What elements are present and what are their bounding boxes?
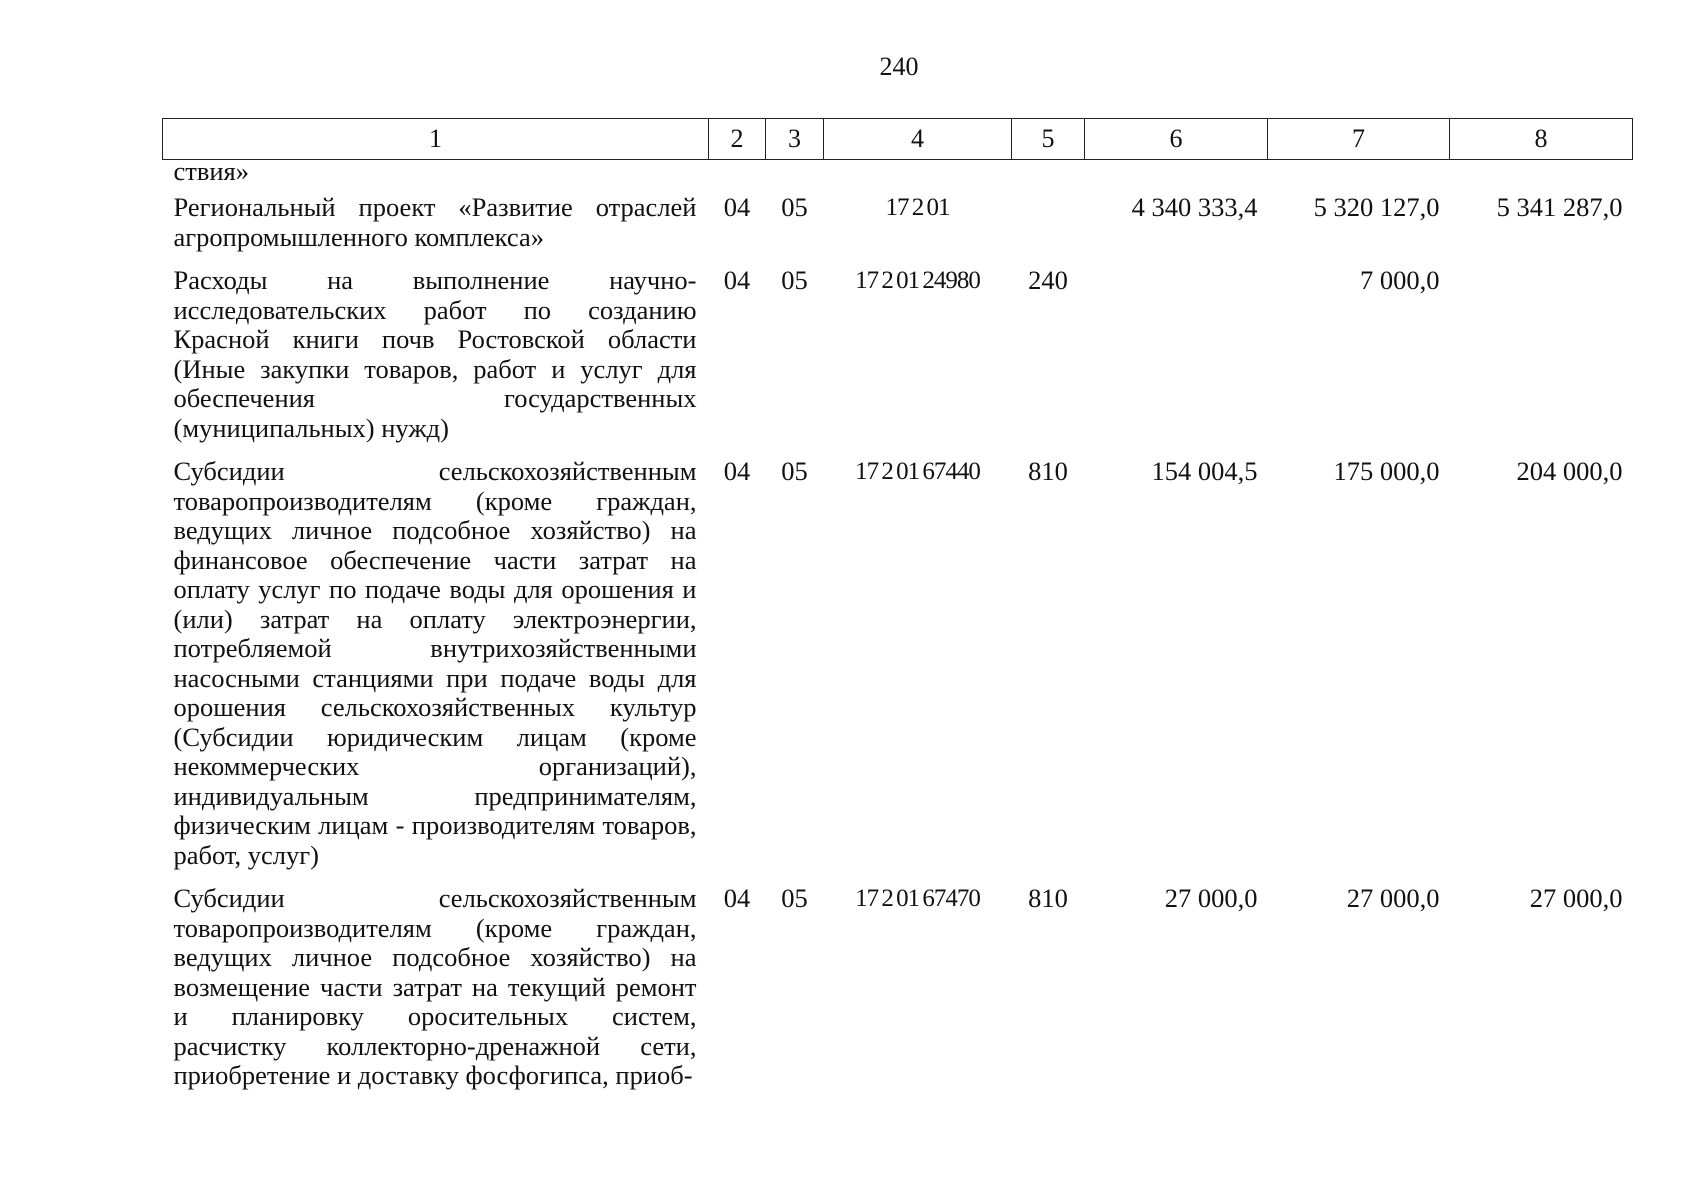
continuation-text: ствия» — [173, 156, 249, 186]
table-row — [163, 193, 1633, 266]
expense-type-code: 810 — [1028, 883, 1068, 913]
amount-year-3: 27 000,0 — [1529, 883, 1623, 913]
column-header: 7 — [1268, 119, 1450, 160]
subsection-code: 05 — [781, 265, 808, 295]
table-row — [163, 457, 1633, 884]
column-header: 6 — [1085, 119, 1268, 160]
amount-year-3: 204 000,0 — [1516, 456, 1623, 486]
column-header: 8 — [1450, 119, 1633, 160]
target-article-code: 17 2 01 67470 — [855, 885, 980, 912]
row-description: Субсидии сельскохозяйственным товаропроизводителям (кроме граждан, ведущих личное подсобное хозяйство) на возмещение части затрат на текущий ремонт и планировку оросительных систем, расчистку коллекторно-дренажной сети, приобретение и доставку фосфогипса, приоб- — [173, 883, 697, 1090]
amount-year-2: 27 000,0 — [1346, 883, 1440, 913]
amount-year-2: 5 320 127,0 — [1313, 192, 1440, 222]
target-article-code: 17 2 01 24980 — [855, 267, 980, 294]
row-description: Региональный проект «Развитие отраслей агропромышленного комплекса» — [173, 192, 697, 252]
section-code: 04 — [723, 265, 751, 295]
subsection-code: 05 — [781, 456, 808, 486]
section-code: 04 — [723, 456, 751, 486]
table-row — [163, 266, 1633, 457]
budget-table — [162, 118, 1633, 1105]
amount-year-1: 27 000,0 — [1164, 883, 1258, 913]
column-header: 5 — [1012, 119, 1085, 160]
amount-year-3 — [1450, 266, 1633, 457]
amount-year-1: 4 340 333,4 — [1131, 192, 1258, 222]
column-header: 2 — [709, 119, 766, 160]
section-code: 04 — [723, 192, 751, 222]
section-code: 04 — [723, 883, 751, 913]
expense-type-code — [1012, 193, 1085, 266]
page-number: 240 — [879, 52, 919, 81]
continuation-row — [163, 160, 1633, 194]
subsection-code: 05 — [781, 883, 808, 913]
target-article-code: 17 2 01 — [885, 194, 950, 221]
subsection-code: 05 — [781, 192, 808, 222]
expense-type-code: 810 — [1028, 456, 1068, 486]
target-article-code: 17 2 01 67440 — [855, 458, 980, 485]
column-header: 1 — [163, 119, 709, 160]
amount-year-2: 175 000,0 — [1333, 456, 1440, 486]
column-header: 3 — [766, 119, 824, 160]
amount-year-1: 154 004,5 — [1151, 456, 1258, 486]
column-header: 4 — [824, 119, 1012, 160]
amount-year-1 — [1085, 266, 1268, 457]
amount-year-3: 5 341 287,0 — [1496, 192, 1623, 222]
amount-year-2: 7 000,0 — [1360, 265, 1440, 295]
table-row — [163, 884, 1633, 1105]
row-description: Расходы на выполнение научно-исследовательских работ по созданию Красной книги почв Ростовской области (Иные закупки товаров, работ и услуг для обеспечения государственных (муниципальных) нужд) — [173, 265, 697, 443]
column-number-header-row — [163, 119, 1633, 160]
expense-type-code: 240 — [1028, 265, 1068, 295]
row-description: Субсидии сельскохозяйственным товаропроизводителям (кроме граждан, ведущих личное подсобное хозяйство) на финансовое обеспечение части затрат на оплату услуг по подаче воды для орошения и (или) затрат на оплату электроэнергии, потребляемой внутрихозяйственными насосными станциями при подаче воды для орошения сельскохозяйственных культур (Субсидии юридическим лицам (кроме некоммерческих организаций), индивидуальным предпринимателям, физическим лицам - производителям товаров, работ, услуг) — [173, 456, 697, 870]
